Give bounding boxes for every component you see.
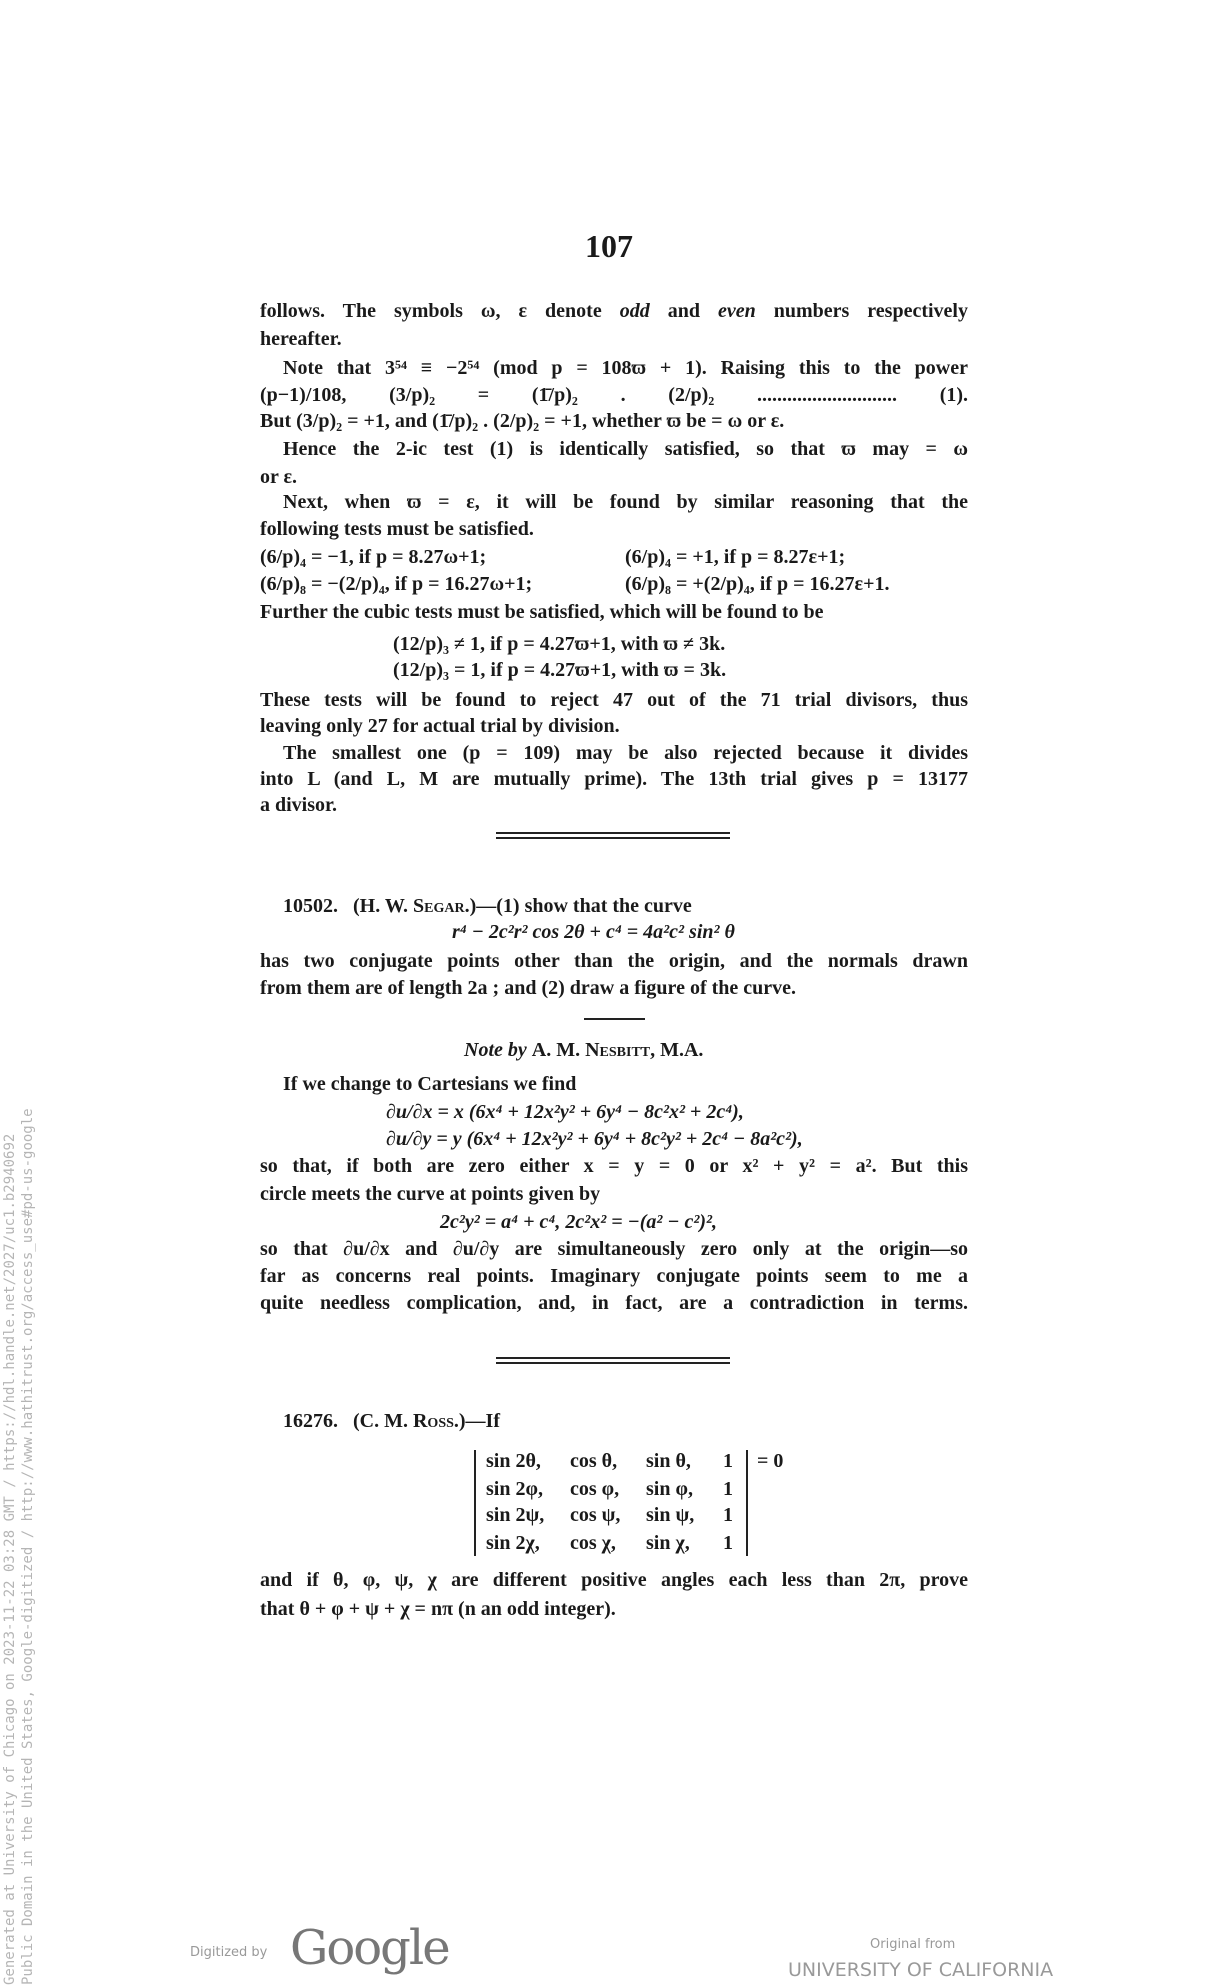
equation: (6/p)₄ = +1, if p = 8.27ε+1; xyxy=(625,546,846,568)
problem-heading xyxy=(283,893,968,919)
matrix-cell: sin χ, xyxy=(646,1532,690,1554)
equals-zero: = 0 xyxy=(757,1450,784,1472)
text-line xyxy=(260,298,968,324)
problem-author: (H. W. Segar.) xyxy=(353,895,477,917)
text-line: Further the cubic tests must be satisfied, which will be found to be xyxy=(260,601,824,623)
text-line: Hence the 2-ic test (1) is identically satisfied, so that ϖ may = ω xyxy=(283,438,968,460)
determinant-bar-right xyxy=(746,1450,748,1556)
page-number: 107 xyxy=(585,228,633,264)
text-line: Note that 3⁵⁴ ≡ −2⁵⁴ (mod p = 108ϖ + 1). Raising this to the power xyxy=(283,357,968,379)
watermark-line-2: Public Domain in the United States, Google-digitized / http://www.hathitrust.org/access_use#pd-us-google xyxy=(20,1108,36,1985)
text-line: Next, when ϖ = ε, it will be found by similar reasoning that the xyxy=(283,491,968,513)
text-line: that θ + φ + ψ + χ = nπ (n an odd integer). xyxy=(260,1598,616,1620)
matrix-cell: sin φ, xyxy=(646,1478,693,1500)
problem-number: 16276. xyxy=(283,1410,338,1432)
note-author: A. M. Nesbitt, M.A. xyxy=(531,1039,704,1061)
matrix-cell: cos φ, xyxy=(570,1478,620,1500)
determinant-bar-left xyxy=(474,1450,476,1556)
text-line: quite needless complication, and, in fact, are a contradiction in terms. xyxy=(260,1292,968,1314)
section-divider xyxy=(496,832,730,839)
matrix-cell: cos χ, xyxy=(570,1532,616,1554)
equation: 2c²y² = a⁴ + c⁴, 2c²x² = −(a² − c²)², xyxy=(440,1211,718,1233)
matrix-cell: sin ψ, xyxy=(646,1504,695,1526)
equation: ∂u/∂x = x (6x⁴ + 12x²y² + 6y⁴ − 8c²x² + 2c⁴), xyxy=(386,1101,744,1123)
matrix-cell: sin 2ψ, xyxy=(486,1504,545,1526)
problem-heading xyxy=(283,1408,968,1434)
equation-number: (1). xyxy=(939,384,968,406)
text-line: circle meets the curve at points given by xyxy=(260,1183,601,1205)
matrix-cell: 1 xyxy=(723,1450,733,1472)
problem-number: 10502. xyxy=(283,895,338,917)
text-line: hereafter. xyxy=(260,328,342,350)
section-divider xyxy=(496,1357,730,1364)
text: follows. The symbols ω, ε denote xyxy=(260,300,602,322)
text-line: These tests will be found to reject 47 out of the 71 trial divisors, thus xyxy=(260,689,968,711)
matrix-cell: cos θ, xyxy=(570,1450,618,1472)
text-line: has two conjugate points other than the origin, and the normals drawn xyxy=(260,950,968,972)
text: (p−1)/108, xyxy=(260,384,347,406)
matrix-cell: sin 2χ, xyxy=(486,1532,540,1554)
equation: ∂u/∂y = y (6x⁴ + 12x²y² + 6y⁴ + 8c²y² + 2c⁴ − 8a²c²), xyxy=(386,1128,803,1150)
problem-author: (C. M. Ross.) xyxy=(353,1410,466,1432)
text-line: If we change to Cartesians we find xyxy=(283,1073,577,1095)
equation: (6/p)₈ = −(2/p)₄, if p = 16.27ω+1; xyxy=(260,573,533,595)
text-line: from them are of length 2a ; and (2) draw a figure of the curve. xyxy=(260,977,797,999)
italic-text: odd xyxy=(619,300,650,322)
equation: r⁴ − 2c²r² cos 2θ + c⁴ = 4a²c² sin² θ xyxy=(452,921,735,943)
text-line: into L (and L, M are mutually prime). The 13th trial gives p = 13177 xyxy=(260,768,968,790)
text-line: a divisor. xyxy=(260,794,338,816)
matrix-cell: 1 xyxy=(723,1478,733,1500)
equation: (12/p)₃ ≠ 1, if p = 4.27ϖ+1, with ϖ ≠ 3k. xyxy=(393,633,726,655)
matrix-cell: 1 xyxy=(723,1532,733,1554)
short-divider xyxy=(584,1018,645,1020)
equation-line xyxy=(260,382,968,408)
google-logo: Google xyxy=(290,1920,449,1976)
text: numbers respectively xyxy=(773,300,968,322)
matrix-cell: sin θ, xyxy=(646,1450,691,1472)
equation: (6/p)₈ = +(2/p)₄, if p = 16.27ε+1. xyxy=(625,573,890,595)
matrix-cell: sin 2θ, xyxy=(486,1450,541,1472)
matrix-cell: 1 xyxy=(723,1504,733,1526)
text-line: far as concerns real points. Imaginary conjugate points seem to me a xyxy=(260,1265,968,1287)
text: and xyxy=(667,300,700,322)
italic-text: even xyxy=(717,300,756,322)
matrix-cell: cos ψ, xyxy=(570,1504,621,1526)
watermark-line-1: Generated at University of Chicago on 2023-11-22 03:28 GMT / https://hdl.handle.net/2027/uc1.b2940692 xyxy=(2,1133,18,1985)
digitized-by-label: Digitized by xyxy=(190,1945,268,1960)
text-line: But (3/p)₂ = +1, and (1̄/p)₂ . (2/p)₂ = +1, whether ϖ be = ω or ε. xyxy=(260,410,785,432)
original-from-label: Original from xyxy=(870,1937,956,1952)
text: —(1) show that the curve xyxy=(476,895,692,917)
equation: (12/p)₃ = 1, if p = 4.27ϖ+1, with ϖ = 3k. xyxy=(393,659,727,681)
text-line: leaving only 27 for actual trial by division. xyxy=(260,715,620,737)
equation: (6/p)₄ = −1, if p = 8.27ω+1; xyxy=(260,546,487,568)
text-line: or ε. xyxy=(260,466,298,488)
text-line: so that, if both are zero either x = y = 0 or x² + y² = a². But this xyxy=(260,1155,968,1177)
matrix-cell: sin 2φ, xyxy=(486,1478,543,1500)
institution-label: UNIVERSITY OF CALIFORNIA xyxy=(788,1959,1054,1981)
text: —If xyxy=(465,1410,500,1432)
text-line: following tests must be satisfied. xyxy=(260,518,534,540)
text-line: so that ∂u/∂x and ∂u/∂y are simultaneously zero only at the origin—so xyxy=(260,1238,968,1260)
note-heading xyxy=(464,1037,864,1063)
text-line: The smallest one (p = 109) may be also rejected because it divides xyxy=(283,742,968,764)
text: Note by xyxy=(464,1039,527,1061)
text-line: and if θ, φ, ψ, χ are different positive angles each less than 2π, prove xyxy=(260,1569,968,1591)
equation: (3/p)₂ = (1̄/p)₂ . (2/p)₂ ............................ xyxy=(389,384,897,406)
